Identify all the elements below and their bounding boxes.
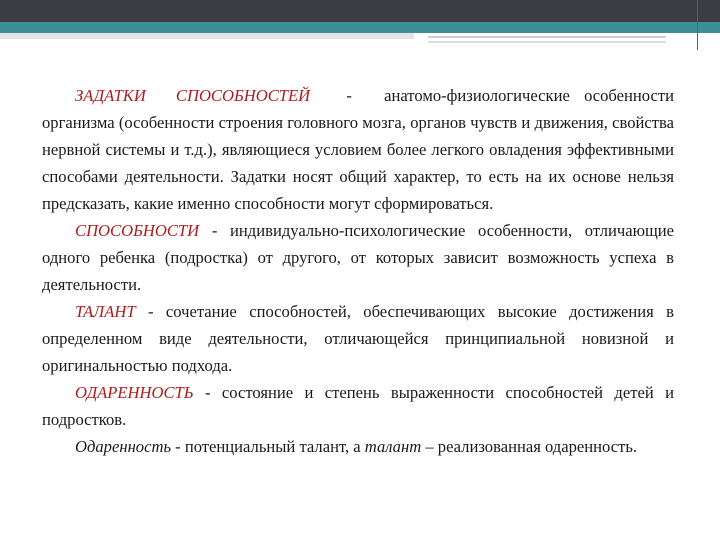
paragraph-zadatki-dash: - [332,86,367,105]
paragraph-talant-text: - сочетание способностей, обеспечивающих высокие достижения в определенном виде деятельности, отличающейся принципиальной новизной и оригинальностью подхода. [42,302,674,375]
paragraph-summary [42,433,674,460]
header-rule-right-bottom [428,41,666,43]
paragraph-zadatki-text: анатомо-физиологические особенности организма (особенности строения головного мозга, органов чувств и движения, свойства нервной системы и т.д.), являющиеся условием более легкого овладения эффективными способами деятельности. Задатки носят общий характер, то есть на их основе нельзя предсказать, какие именно способности могут сформироваться. [42,86,674,213]
paragraph-odarennost [42,379,674,433]
slide-body [42,82,674,460]
term-talant-italic: талант [364,437,422,456]
slide-corner-frame [697,0,720,50]
slide-header-bar [0,0,720,22]
term-odarennost: ОДАРЕННОСТЬ [75,383,194,402]
header-rule-right-top [428,36,666,38]
paragraph-summary-end: – реализованная одаренность. [421,437,638,456]
term-zadatki: ЗАДАТКИ [75,86,146,105]
term-sposobnostey: СПОСОБНОСТЕЙ [175,86,311,105]
term-odarennost-italic: Одаренность [75,437,171,456]
header-rule-left [0,33,414,39]
paragraph-zadatki [42,82,674,217]
paragraph-odarennost-text: - состояние и степень выраженности способностей детей и подростков. [42,383,674,429]
term-talant: ТАЛАНТ [75,302,136,321]
paragraph-summary-mid: - потенциальный талант, а [171,437,365,456]
term-sposobnosti: СПОСОБНОСТИ [75,221,200,240]
paragraph-sposobnosti-text: - индивидуально-психологические особенности, отличающие одного ребенка (подростка) от другого, от которых зависит возможность успеха в деятельности. [42,221,674,294]
paragraph-talant [42,298,674,379]
paragraph-sposobnosti [42,217,674,298]
slide-accent-band [0,22,720,33]
